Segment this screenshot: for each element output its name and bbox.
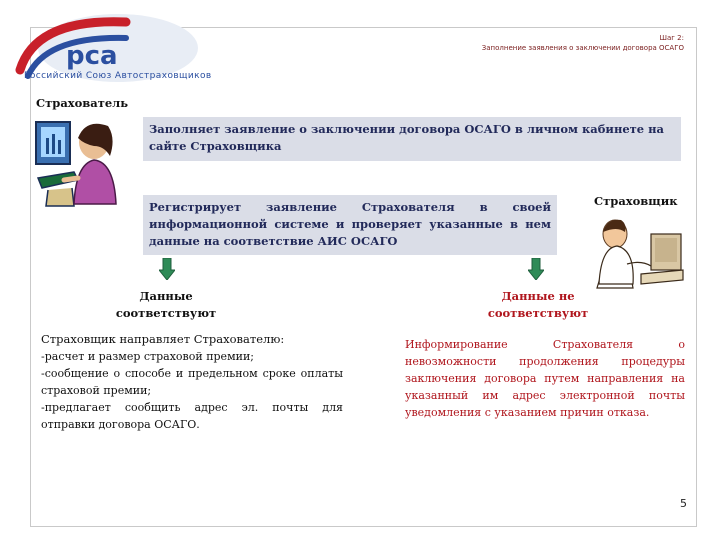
insured-woman-at-computer-icon [34, 118, 120, 210]
list-item: -предлагает сообщить адрес эл. почты для отправки договора ОСАГО. [41, 401, 343, 431]
refusal-notification-text: Информирование Страхователя о невозможности продолжения процедуры заключения договора путем направления на указанный им адрес электронной почты уведомления с указанием причин отказа. [405, 338, 685, 419]
data-nomatch-label: Данные не соответствуют [487, 289, 589, 320]
step-header [482, 33, 684, 53]
insurer-label: Страховщик [594, 194, 678, 208]
insurer-man-at-computer-icon [593, 210, 685, 292]
data-match-label: Данные соответствуют [115, 289, 217, 320]
rsa-logo [6, 8, 206, 100]
step-label: Шаг 2: [659, 34, 684, 42]
register-application-box: Регистрирует заявление Страхователя в своей информационной системе и проверяет указанные в нем данные на соответствие АИС ОСАГО [143, 195, 557, 255]
insurer-sends-list [41, 331, 343, 433]
insured-label: Страхователь [36, 96, 129, 110]
arrow-down-icon [159, 258, 175, 280]
fill-application-box: Заполняет заявление о заключении договора ОСАГО в личном кабинете на сайте Страховщика [143, 117, 681, 161]
page-number: 5 [680, 497, 687, 510]
logo-subtitle: Российский Союз Автостраховщиков [24, 71, 212, 81]
arrow-down-icon [528, 258, 544, 280]
list-item: -сообщение о способе и предельном сроке оплаты страховой премии; [41, 367, 343, 397]
list-item: -расчет и размер страховой премии; [41, 350, 254, 363]
logo-graphic-icon [6, 8, 206, 100]
step-title: Заполнение заявления о заключении договора ОСАГО [481, 44, 684, 52]
logo-wordmark: рса [66, 41, 118, 71]
insurer-sends-title: Страховщик направляет Страхователю: [41, 332, 285, 346]
